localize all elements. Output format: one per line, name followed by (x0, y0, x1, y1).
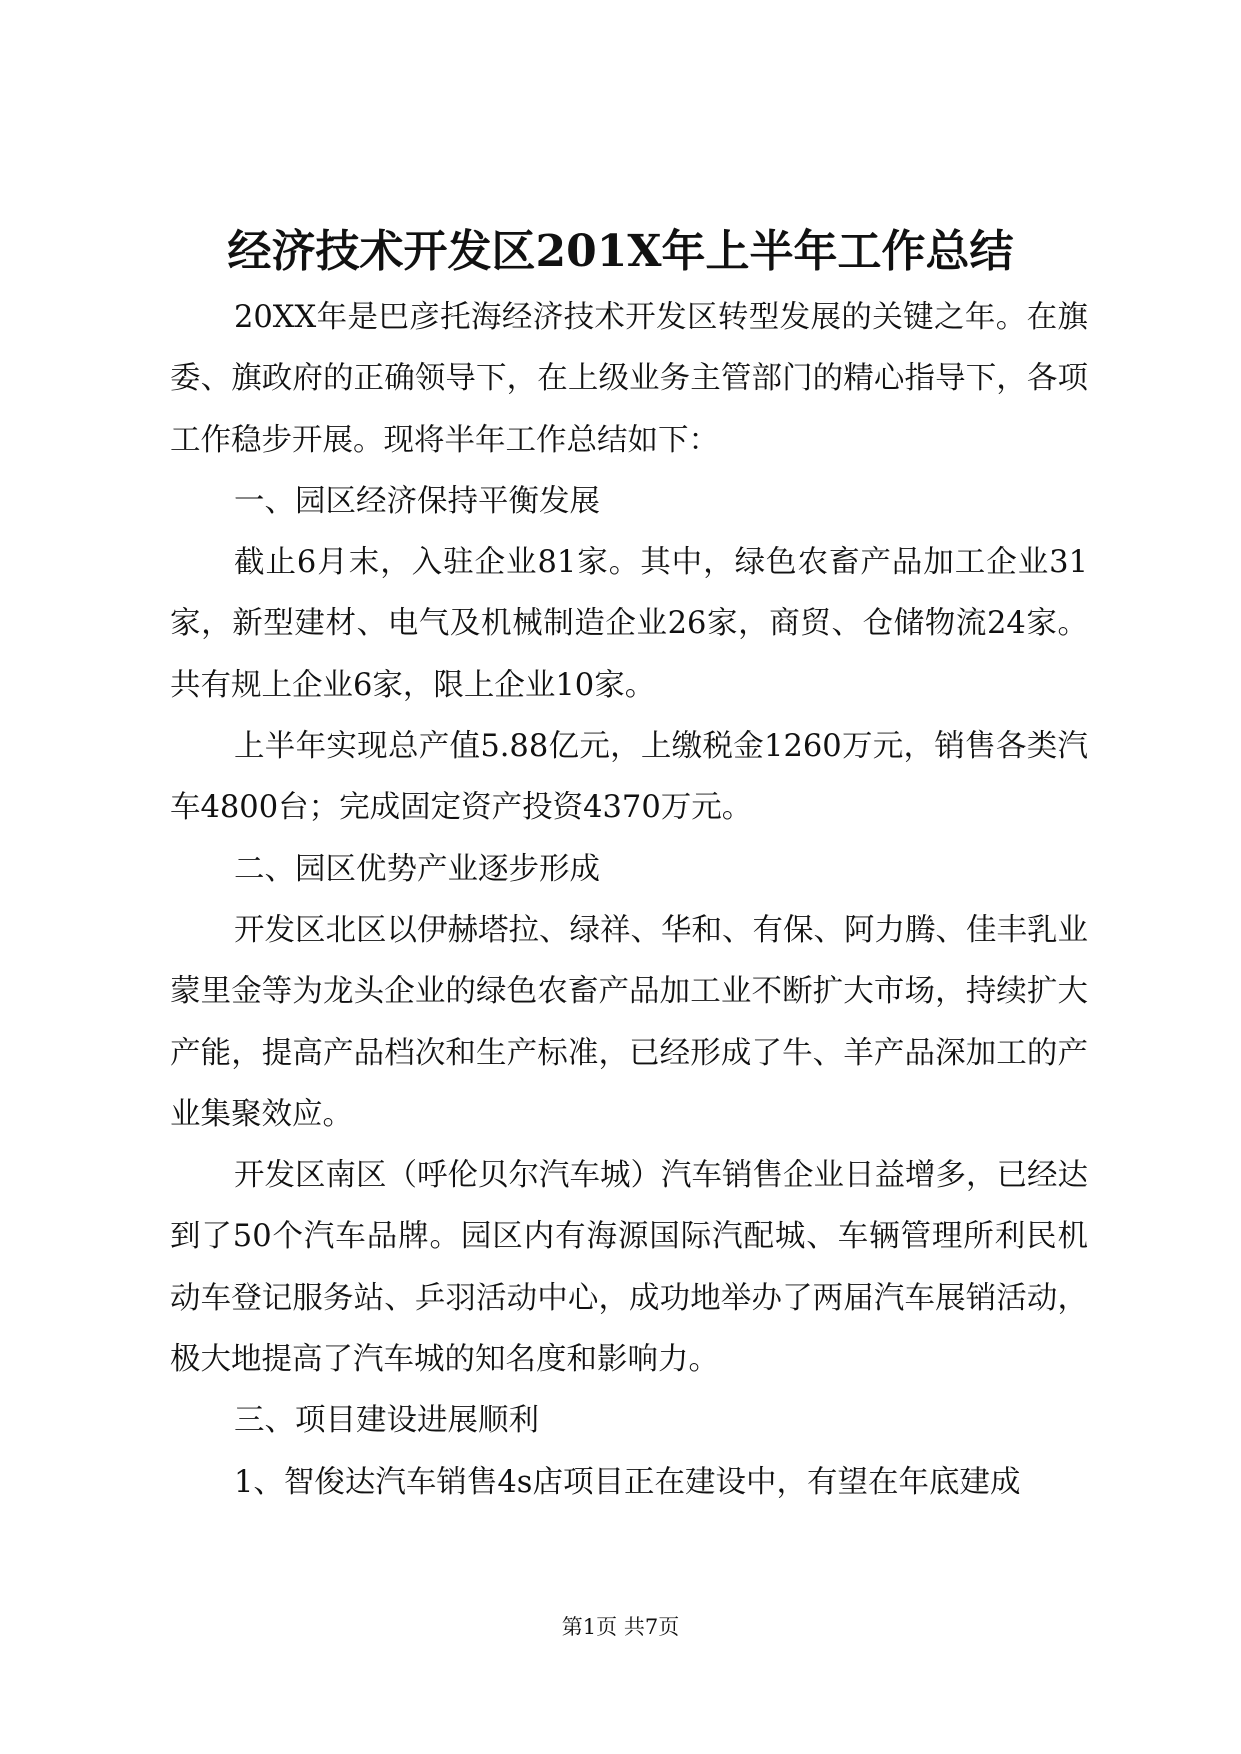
document-title: 经济技术开发区201X年上半年工作总结 (227, 226, 1014, 277)
body-paragraph: 1、智俊达汽车销售4s店项目正在建设中，有望在年底建成 (234, 1464, 1021, 1500)
page-footer: 第1页 共7页 (561, 1615, 680, 1639)
body-paragraph: 截止6月末，入驻企业81家。其中，绿色农畜产品加工企业31家，新型建材、电气及机械制造企业26家，商贸、仓储物流24家。共有规上企业6家，限上企业10家。 (170, 545, 1088, 703)
intro-paragraph: 20XX年是巴彦托海经济技术开发区转型发展的关键之年。在旗委、旗政府的正确领导下，在上级业务主管部门的精心指导下，各项工作稳步开展。现将半年工作总结如下： (170, 300, 1088, 458)
body-paragraph: 上半年实现总产值5.88亿元，上缴税金1260万元，销售各类汽车4800台；完成固定资产投资4370万元。 (170, 729, 1088, 826)
section-heading-3: 三、项目建设进展顺利 (234, 1403, 539, 1439)
body-paragraph: 开发区南区（呼伦贝尔汽车城）汽车销售企业日益增多，已经达到了50个汽车品牌。园区内有海源国际汽配城、车辆管理所利民机动车登记服务站、乒羽活动中心，成功地举办了两届汽车展销活动，极大地提高了汽车城的知名度和影响力。 (170, 1158, 1088, 1378)
section-heading-2: 二、园区优势产业逐步形成 (234, 851, 600, 887)
body-paragraph: 开发区北区以伊赫塔拉、绿祥、华和、有保、阿力腾、佳丰乳业蒙里金等为龙头企业的绿色农畜产品加工业不断扩大市场，持续扩大产能，提高产品档次和生产标准，已经形成了牛、羊产品深加工的产业集聚效应。 (170, 912, 1088, 1132)
document-body (170, 287, 1088, 1513)
section-heading-1: 一、园区经济保持平衡发展 (234, 483, 600, 519)
